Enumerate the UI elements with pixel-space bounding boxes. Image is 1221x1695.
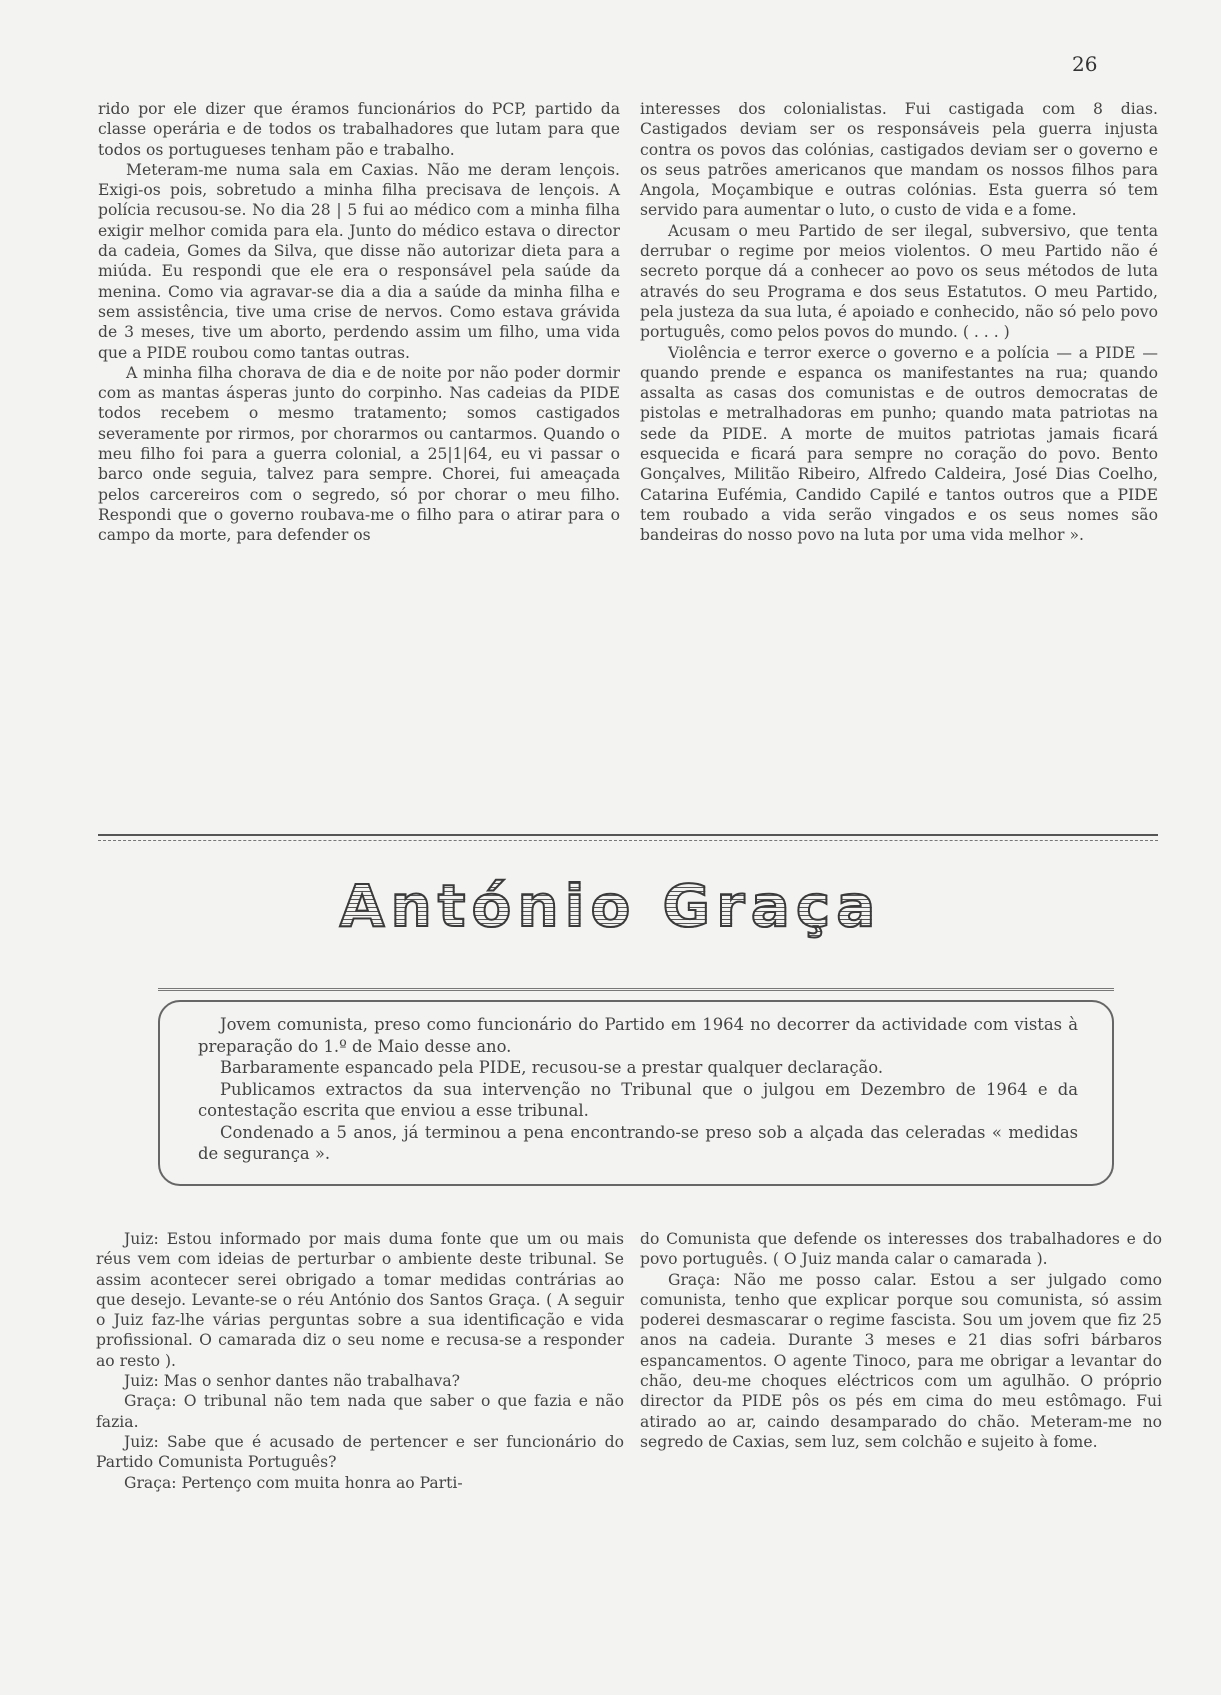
section-divider bbox=[98, 834, 1158, 836]
speaker-label: Graça: bbox=[668, 1270, 721, 1289]
dialogue-line bbox=[96, 1229, 624, 1371]
speaker-label: Graça: bbox=[124, 1392, 177, 1411]
dialogue-line: do Comunista que defende os interesses dos trabalhadores e do povo português. ( O Juiz manda calar o camarada ). bbox=[640, 1230, 1162, 1269]
dialogue-line bbox=[640, 1270, 1162, 1453]
paragraph: interesses dos colonialistas. Fui castigada com 8 dias. Castigados deviam ser os responsáveis pela guerra injusta contra os povos das colónias, castigados deviam ser o governo e os seus patrões americanos que mandam os nossos filhos para Angola, Moçambique e outras colónias. Esta guerra só tem servido para aumentar o luto, o custo de vida e a fome. bbox=[640, 100, 1158, 220]
bio-paragraph: Barbaramente espancado pela PIDE, recusou-se a prestar qualquer declaração. bbox=[220, 1058, 884, 1077]
paragraph: rido por ele dizer que éramos funcionários do PCP, partido da classe operária e de todos os trabalhadores que lutam para que todos os portugueses tenham pão e trabalho. bbox=[98, 100, 620, 159]
paragraph: Meteram-me numa sala em Caxias. Não me deram lençois. Exigi-os pois, sobretudo a minha filha precisava de lençois. A polícia recusou-se. No dia 28 | 5 fui ao médico com a minha filha exigir melhor comida para ela. Junto do médico estava o director da cadeia, Gomes da Silva, que disse não autorizar dieta para a miúda. Eu respondi que ele era o responsável pela saúde da menina. Como via agravar-se dia a dia a saúde da minha filha e sem assistência, tive uma crise de nervos. Como estava grávida de 3 meses, tive um aborto, perdendo assim um filho, uma vida que a PIDE roubou como tantas outras. bbox=[98, 160, 620, 362]
speaker-label: Juiz: bbox=[124, 1372, 159, 1391]
dialogue-line bbox=[96, 1371, 624, 1391]
bottom-left-column bbox=[96, 1229, 624, 1493]
dialogue-text: O tribunal não tem nada que saber o que fazia e não fazia. bbox=[96, 1392, 624, 1431]
bio-paragraph: Jovem comunista, preso como funcionário do Partido em 1964 no decorrer da actividade com vistas à preparação do 1.º de Maio desse ano. bbox=[198, 1015, 1078, 1056]
bio-box bbox=[158, 1000, 1114, 1186]
speaker-label: Juiz: bbox=[124, 1432, 159, 1451]
dialogue-text: Estou informado por mais duma fonte que um ou mais réus vem com ideias de perturbar o ambiente deste tribunal. Se assim acontecer serei obrigado a tomar medidas contrárias ao que desejo. Levante-se o réu António dos Santos Graça. ( A seguir o Juiz faz-lhe várias perguntas sobre a sua identificação e vida profissional. O camarada diz o seu nome e recusa-se a responder ao resto ). bbox=[96, 1230, 624, 1370]
bio-paragraph: Publicamos extractos da sua intervenção no Tribunal que o julgou em Dezembro de 1964 e da contestação escrita que enviou a esse tribunal. bbox=[198, 1079, 1078, 1120]
dialogue-text: Sabe que é acusado de pertencer e ser funcionário do Partido Comunista Português? bbox=[96, 1432, 624, 1472]
bio-box-top-border bbox=[158, 988, 1114, 991]
speaker-label: Graça: bbox=[124, 1473, 177, 1492]
page-number: 26 bbox=[1072, 52, 1098, 76]
dialogue-line bbox=[96, 1391, 624, 1432]
dialogue-text: Mas o senhor dantes não trabalhava? bbox=[163, 1372, 460, 1391]
top-right-column bbox=[640, 99, 1158, 546]
dialogue-line bbox=[96, 1473, 624, 1493]
bottom-right-column bbox=[640, 1229, 1162, 1452]
article-headline: António Graça bbox=[0, 872, 1221, 940]
bio-paragraph: Condenado a 5 anos, já terminou a pena encontrando-se preso sob a alçada das celeradas « medidas de segurança ». bbox=[198, 1122, 1078, 1163]
dialogue-text: Pertenço com muita honra ao Parti- bbox=[181, 1473, 463, 1492]
top-left-column bbox=[98, 99, 620, 546]
paragraph: Acusam o meu Partido de ser ilegal, subversivo, que tenta derrubar o regime por meios violentos. O meu Partido não é secreto porque dá a conhecer ao povo os seus métodos de luta através do seu Programa e dos seus Estatutos. O meu Partido, pela justeza da sua luta, é apoiado e conhecido, não só pelo povo português, como pelos povos do mundo. ( . . . ) bbox=[640, 221, 1158, 342]
section-divider-thin bbox=[98, 840, 1158, 841]
dialogue-line bbox=[96, 1432, 624, 1473]
paragraph: Violência e terror exerce o governo e a polícia — a PIDE — quando prende e espanca os manifestantes na rua; quando assalta as casas dos comunistas e de outros democratas de pistolas e metralhadoras em punho; quando mata patriotas na sede da PIDE. A morte de muitos patriotas jamais ficará esquecida e ficará para sempre no coração do povo. Bento Gonçalves, Militão Ribeiro, Alfredo Caldeira, José Dias Coelho, Catarina Eufémia, Candido Capilé e tantos outros que a PIDE tem roubado a vida serão vingados e os seus nomes são bandeiras do nosso povo na luta por uma vida melhor ». bbox=[640, 343, 1158, 545]
speaker-label: Juiz: bbox=[124, 1230, 159, 1248]
dialogue-text: Não me posso calar. Estou a ser julgado como comunista, tenho que explicar porque sou comunista, só assim poderei desmascarar o regime fascista. Sou um jovem que fiz 25 anos na cadeia. Durante 3 meses e 21 dias sofri bárbaros espancamentos. O agente Tinoco, para me obrigar a levantar do chão, deu-me choques eléctricos com um agulhão. O próprio director da PIDE pôs os pés em cima do meu estômago. Fui atirado ao ar, caindo desamparado do chão. Meteram-me no segredo de Caxias, sem luz, sem colchão e sujeito à fome. bbox=[640, 1270, 1162, 1451]
paragraph: A minha filha chorava de dia e de noite por não poder dormir com as mantas ásperas junto do corpinho. Nas cadeias da PIDE todos recebem o mesmo tratamento; somos castigados severamente por rirmos, por chorarmos ou cantarmos. Quando o meu filho foi para a guerra colonial, a 25|1|64, eu vi passar o barco onde seguia, talvez para sempre. Chorei, fui ameaçada pelos carcereiros com o segredo, só por chorar o meu filho. Respondi que o governo roubava-me o filho para o atirar para o campo da morte, para defender os bbox=[98, 363, 620, 545]
